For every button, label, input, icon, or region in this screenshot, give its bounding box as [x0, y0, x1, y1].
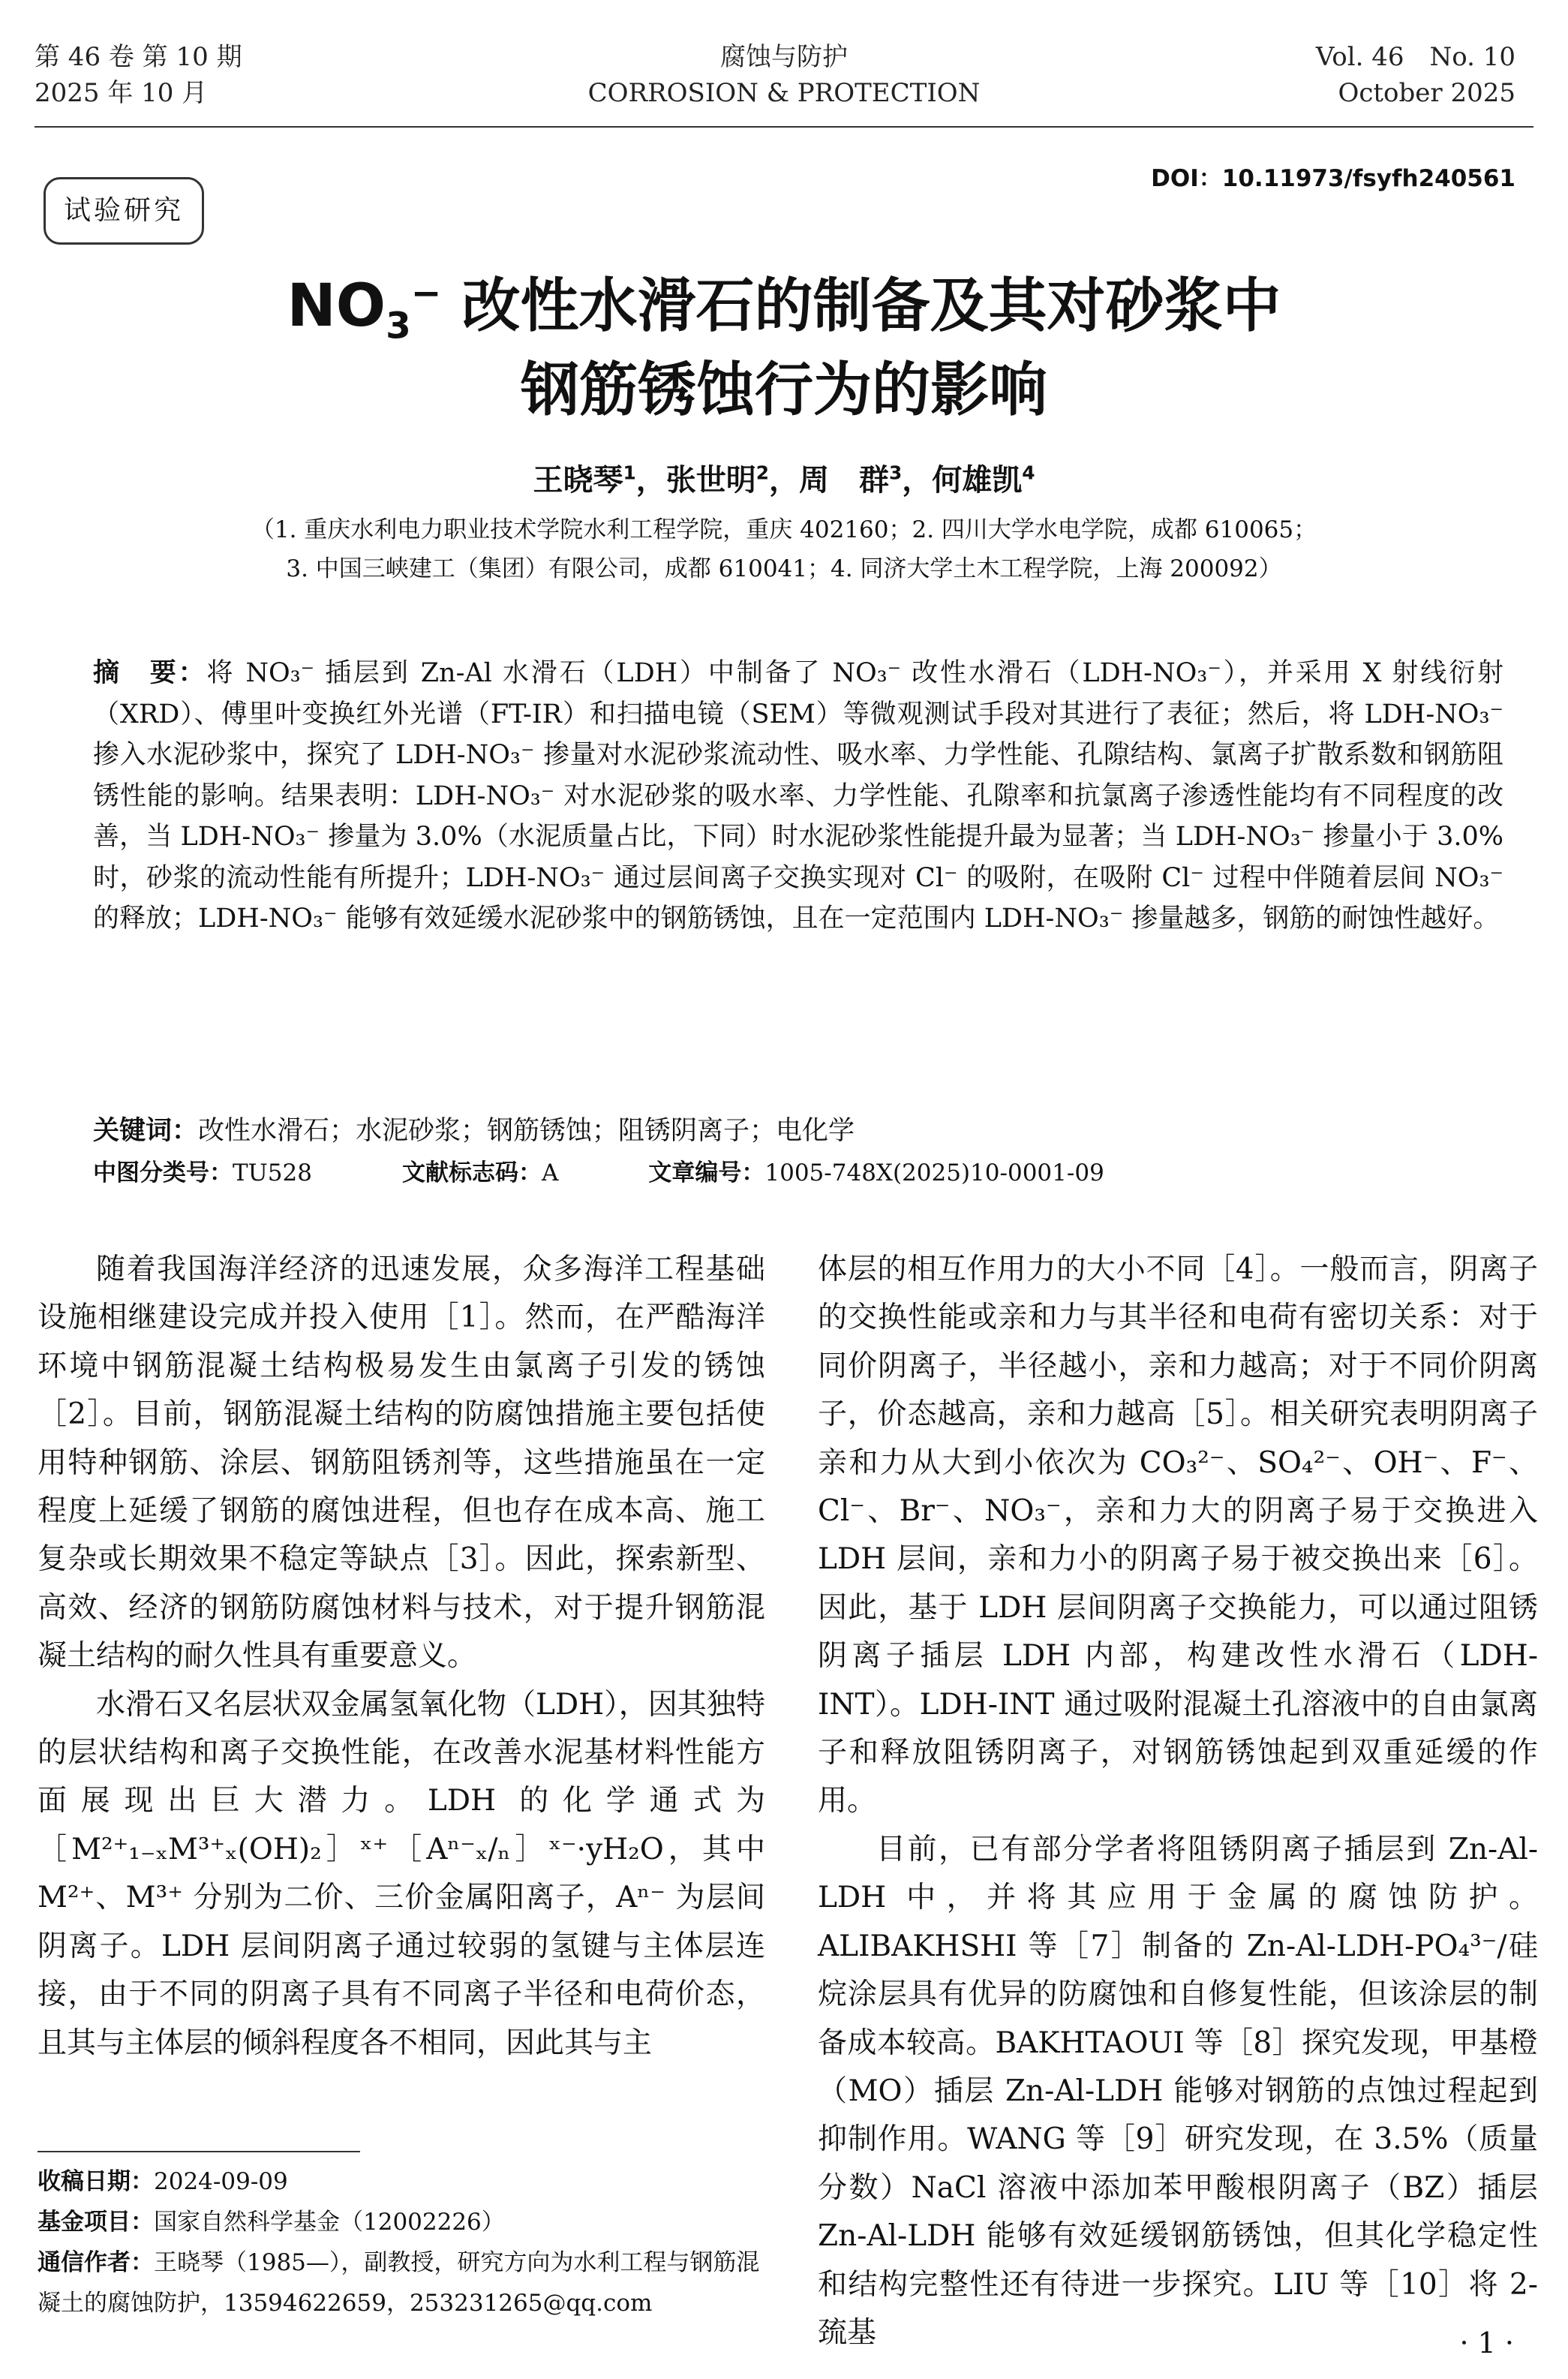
clc-value: TU528 — [233, 1159, 312, 1186]
affiliation-line-1: （1. 重庆水利电力职业技术学院水利工程学院，重庆 402160；2. 四川大学水电学院，成都 610065； — [251, 516, 1317, 543]
section-badge: 试验研究 — [44, 177, 204, 245]
keywords-text: 改性水滑石；水泥砂浆；钢筋锈蚀；阻锈阴离子；电化学 — [198, 1116, 855, 1146]
received-value: 2024-09-09 — [154, 2168, 288, 2195]
journal-en: CORROSION & PROTECTION — [587, 78, 981, 108]
title-line-2: 钢筋锈蚀行为的影响 — [520, 356, 1047, 424]
affiliations — [0, 510, 1568, 588]
title-text-1: 改性水滑石的制备及其对砂浆中 — [441, 272, 1281, 340]
corr-label: 通信作者： — [38, 2249, 154, 2276]
clc-label: 中图分类号： — [93, 1159, 233, 1186]
body-column-left — [38, 1246, 765, 2068]
body-paragraph: 体层的相互作用力的大小不同［4］。一般而言，阴离子的交换性能或亲和力与其半径和电荷有密切关系：对于同价阴离子，半径越小，亲和力越高；对于不同价阴离子，价态越高，亲和力越高［5］。相关研究表明阴离子亲和力从大到小依次为 CO₃²⁻、SO₄²⁻、OH⁻、F⁻、Cl⁻、Br⁻、NO₃⁻，亲和力大的阴离子易于交换进入 LDH 层间，亲和力小的阴离子易于被交换出来［6］。因此，基于 LDH 层间阴离子交换能力，可以通过阻锈阴离子插层 LDH 内部，构建改性水滑石（LDH-INT）。LDH-INT 通过吸附混凝土孔溶液中的自由氯离子和释放阻锈阴离子，对钢筋锈蚀起到双重延缓的作用。 — [818, 1253, 1538, 1818]
title-line-1 — [0, 264, 1568, 348]
author-4: ，何雄凯 — [902, 463, 1023, 498]
body-paragraph: 水滑石又名层状双金属氢氧化物（LDH），因其独特的层状结构和离子交换性能，在改善水泥基材料性能方面展现出巨大潜力。LDH 的化学通式为［M²⁺₁₋ₓM³⁺ₓ(OH)₂］ˣ⁺［Aⁿ⁻ₓ/ₙ］ˣ⁻·yH₂O，其中 M²⁺、M³⁺ 分别为二价、三价金属阳离子，Aⁿ⁻ 为层间阴离子。LDH 层间阴离子通过较弱的氢键与主体层连接，由于不同的阴离子具有不同离子半径和电荷价态，且其与主体层的倾斜程度各不相同，因此其与主 — [38, 1687, 765, 2060]
footnotes — [38, 2161, 765, 2323]
author-1-affil: 1 — [623, 462, 636, 484]
article-number-value: 1005-748X(2025)10-0001-09 — [764, 1159, 1104, 1186]
doc-code-label: 文献标志码： — [401, 1159, 542, 1186]
article-number-label: 文章编号： — [648, 1159, 765, 1186]
affiliation-line-2: 3. 中国三峡建工（集团）有限公司，成都 610041；4. 同济大学土木工程学院，上海 200092） — [286, 555, 1282, 582]
fund-project — [38, 2202, 765, 2242]
keywords — [93, 1111, 855, 1151]
doc-code-value: A — [541, 1159, 559, 1186]
author-1: 王晓琴 — [533, 463, 623, 498]
author-4-affil: 4 — [1022, 462, 1035, 484]
fund-label: 基金项目： — [38, 2209, 154, 2236]
body-paragraph: 目前，已有部分学者将阻锈阴离子插层到 Zn-Al-LDH 中，并将其应用于金属的腐蚀防护。ALIBAKHSHI 等［7］制备的 Zn-Al-LDH-PO₄³⁻/硅烷涂层具有优异的防腐蚀和自修复性能，但该涂层的制备成本较高。BAKHTAOUI 等［8］探究发现，甲基橙（MO）插层 Zn-Al-LDH 能够对钢筋的点蚀过程起到抑制作用。WANG 等［9］研究发现，在 3.5%（质量分数）NaCl 溶液中添加苯甲酸根阴离子（BZ）插层 Zn-Al-LDH 能够有效延缓钢筋锈蚀，但其化学稳定性和结构完整性还有待进一步探究。LIU 等［10］将 2-巯基 — [818, 1832, 1538, 2350]
author-3: ，周 群 — [769, 463, 889, 498]
author-3-affil: 3 — [889, 462, 903, 484]
classification-line — [93, 1153, 1104, 1193]
journal-cn: 腐蚀与防护 — [720, 42, 848, 72]
doi: DOI：10.11973/fsyfh240561 — [1151, 165, 1515, 192]
corresponding-author — [38, 2242, 765, 2323]
abstract — [93, 653, 1503, 940]
received-date — [38, 2161, 765, 2202]
author-list — [0, 458, 1568, 503]
header-volume — [1316, 39, 1515, 111]
header-divider — [35, 126, 1533, 128]
title-formula-sub: 3 — [386, 305, 411, 347]
page-number: · 1 · — [1459, 2326, 1514, 2359]
author-2-affil: 2 — [755, 462, 769, 484]
volume-en: Vol. 46 No. 10 — [1315, 42, 1515, 72]
corr-value: 王晓琴（1985—），副教授，研究方向为水利工程与钢筋混凝土的腐蚀防护，13594622659，253231265@qq.com — [38, 2249, 760, 2317]
keywords-label: 关键词： — [93, 1116, 199, 1146]
title-formula: NO — [287, 272, 386, 340]
abstract-text: 将 NO₃⁻ 插层到 Zn-Al 水滑石（LDH）中制备了 NO₃⁻ 改性水滑石（LDH-NO₃⁻），并采用 X 射线衍射（XRD）、傅里叶变换红外光谱（FT-IR）和扫描电镜（SEM）等微观测试手段对其进行了表征；然后，将 LDH-NO₃⁻ 掺入水泥砂浆中，探究了 LDH-NO₃⁻ 掺量对水泥砂浆流动性、吸水率、力学性能、孔隙结构、氯离子扩散系数和钢筋阻锈性能的影响。结果表明：LDH-NO₃⁻ 对水泥砂浆的吸水率、力学性能、孔隙率和抗氯离子渗透性能均有不同程度的改善，当 LDH-NO₃⁻ 掺量为 3.0%（水泥质量占比，下同）时水泥砂浆性能提升最为显著；当 LDH-NO₃⁻ 掺量小于 3.0% 时，砂浆的流动性能有所提升；LDH-NO₃⁻ 通过层间离子交换实现对 Cl⁻ 的吸附，在吸附 Cl⁻ 过程中伴随着层间 NO₃⁻ 的释放；LDH-NO₃⁻ 能够有效延缓水泥砂浆中的钢筋锈蚀，且在一定范围内 LDH-NO₃⁻ 掺量越多，钢筋的耐蚀性越好。 — [93, 658, 1503, 934]
author-2: ，张世明 — [635, 463, 756, 498]
body-paragraph: 随着我国海洋经济的迅速发展，众多海洋工程基础设施相继建设完成并投入使用［1］。然而，在严酷海洋环境中钢筋混凝土结构极易发生由氯离子引发的锈蚀［2］。目前，钢筋混凝土结构的防腐蚀措施主要包括使用特种钢筋、涂层、钢筋阻锈剂等，这些措施虽在一定程度上延缓了钢筋的腐蚀进程，但也存在成本高、施工复杂或长期效果不稳定等缺点［3］。因此，探索新型、高效、经济的钢筋防腐蚀材料与技术，对于提升钢筋混凝土结构的耐久性具有重要意义。 — [38, 1253, 765, 1674]
received-label: 收稿日期： — [38, 2168, 154, 2195]
title-formula-sup: − — [410, 272, 442, 314]
body-column-right — [818, 1246, 1538, 2357]
date-en: October 2025 — [1338, 78, 1515, 108]
abstract-label: 摘 要： — [93, 658, 207, 688]
fund-value: 国家自然科学基金（12002226） — [154, 2209, 505, 2236]
article-title — [0, 264, 1568, 432]
issue-cn: 第 46 卷 第 10 期 — [35, 42, 242, 72]
footnote-divider — [38, 2151, 360, 2152]
date-cn: 2025 年 10 月 — [35, 78, 208, 108]
